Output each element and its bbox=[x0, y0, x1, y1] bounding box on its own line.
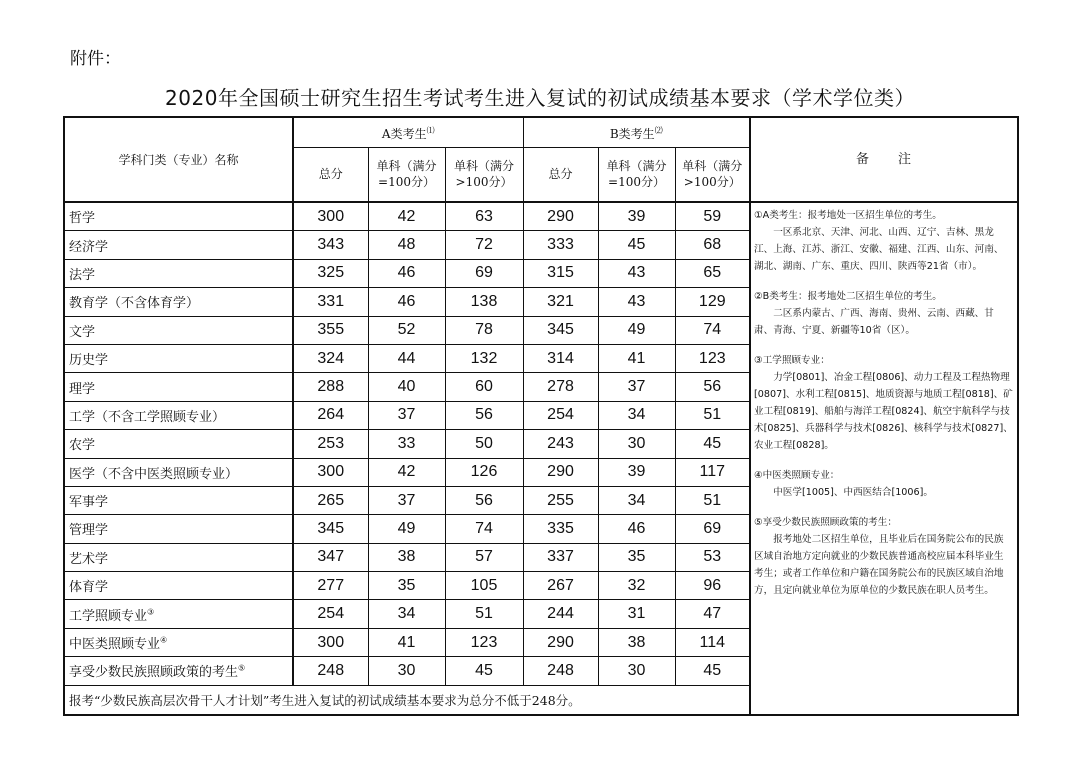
score-cell-b-sgt: 74 bbox=[675, 316, 750, 344]
note-heading: ④中医类照顾专业： bbox=[754, 470, 840, 481]
score-table bbox=[63, 116, 1019, 716]
score-cell-b-sgt: 96 bbox=[675, 572, 750, 600]
note-3 bbox=[754, 352, 1013, 454]
score-cell-a-total: 264 bbox=[293, 401, 368, 429]
subject-name-text: 体育学 bbox=[69, 580, 109, 596]
score-cell-b-total: 335 bbox=[523, 515, 598, 543]
subject-name bbox=[64, 600, 293, 628]
table-row bbox=[64, 202, 1018, 231]
subject-name-text: 管理学 bbox=[69, 523, 109, 539]
score-cell-b-sgt: 114 bbox=[675, 628, 750, 656]
score-cell-b-sgt: 56 bbox=[675, 373, 750, 401]
subject-name-text: 历史学 bbox=[69, 353, 109, 369]
score-cell-b-s100: 34 bbox=[598, 486, 675, 514]
score-cell-a-s100: 42 bbox=[368, 202, 445, 231]
score-cell-a-total: 345 bbox=[293, 515, 368, 543]
note-body: 二区系内蒙古、广西、海南、贵州、云南、西藏、甘肃、青海、宁夏、新疆等10省（区）。 bbox=[754, 308, 994, 336]
subject-name bbox=[64, 458, 293, 486]
footnote-mark: ⑤ bbox=[238, 664, 246, 674]
score-cell-a-total: 325 bbox=[293, 259, 368, 287]
score-cell-a-s100: 46 bbox=[368, 259, 445, 287]
score-cell-a-s100: 46 bbox=[368, 288, 445, 316]
b-singlegt100-header: 单科（满分>100分） bbox=[675, 147, 750, 202]
subject-name bbox=[64, 373, 293, 401]
score-cell-b-sgt: 59 bbox=[675, 202, 750, 231]
score-cell-a-s100: 49 bbox=[368, 515, 445, 543]
score-cell-b-s100: 39 bbox=[598, 202, 675, 231]
subject-name bbox=[64, 543, 293, 571]
score-cell-b-total: 345 bbox=[523, 316, 598, 344]
score-cell-b-sgt: 123 bbox=[675, 344, 750, 372]
score-cell-b-sgt: 129 bbox=[675, 288, 750, 316]
score-cell-a-sgt: 60 bbox=[445, 373, 523, 401]
subject-name-text: 文学 bbox=[69, 324, 96, 340]
subject-name-text: 哲学 bbox=[69, 211, 96, 227]
score-cell-a-sgt: 132 bbox=[445, 344, 523, 372]
note-4 bbox=[754, 467, 1013, 501]
score-cell-a-s100: 44 bbox=[368, 344, 445, 372]
subject-name bbox=[64, 344, 293, 372]
subject-name bbox=[64, 628, 293, 656]
group-b-label: B类考生 bbox=[609, 126, 655, 141]
notes-header: 备 注 bbox=[750, 117, 1018, 202]
note-1 bbox=[754, 207, 1013, 275]
score-cell-b-sgt: 51 bbox=[675, 401, 750, 429]
score-cell-b-sgt: 69 bbox=[675, 515, 750, 543]
subject-name-text: 教育学（不含体育学） bbox=[69, 296, 200, 312]
score-cell-a-sgt: 123 bbox=[445, 628, 523, 656]
score-cell-a-total: 277 bbox=[293, 572, 368, 600]
note-heading: ⑤享受少数民族照顾政策的考生： bbox=[754, 517, 897, 528]
score-cell-b-s100: 34 bbox=[598, 401, 675, 429]
score-cell-b-s100: 43 bbox=[598, 259, 675, 287]
score-cell-b-total: 290 bbox=[523, 202, 598, 231]
score-cell-a-s100: 34 bbox=[368, 600, 445, 628]
score-cell-a-s100: 38 bbox=[368, 543, 445, 571]
subject-name-text: 法学 bbox=[69, 267, 96, 283]
score-cell-b-s100: 41 bbox=[598, 344, 675, 372]
subject-name bbox=[64, 657, 293, 685]
score-cell-b-total: 290 bbox=[523, 458, 598, 486]
subject-name bbox=[64, 515, 293, 543]
score-cell-a-total: 254 bbox=[293, 600, 368, 628]
score-cell-b-total: 315 bbox=[523, 259, 598, 287]
group-a-label: A类考生 bbox=[381, 126, 427, 141]
subject-name bbox=[64, 486, 293, 514]
score-cell-a-sgt: 51 bbox=[445, 600, 523, 628]
subject-name-text: 医学（不含中医类照顾专业） bbox=[69, 466, 239, 482]
score-cell-b-s100: 30 bbox=[598, 657, 675, 685]
subject-name bbox=[64, 401, 293, 429]
score-cell-b-total: 333 bbox=[523, 231, 598, 259]
score-cell-a-sgt: 57 bbox=[445, 543, 523, 571]
group-a-mark: ⑴ bbox=[426, 125, 435, 135]
score-cell-a-sgt: 45 bbox=[445, 657, 523, 685]
score-cell-b-total: 337 bbox=[523, 543, 598, 571]
note-body: 报考地处二区招生单位，且毕业后在国务院公布的民族区域自治地方定向就业的少数民族普通高校应届本科毕业生考生；或者工作单位和户籍在国务院公布的民族区域自治地方，且定向就业单位为原单位的少数民族在职人员考生。 bbox=[754, 534, 1004, 596]
score-cell-a-sgt: 105 bbox=[445, 572, 523, 600]
score-cell-a-s100: 35 bbox=[368, 572, 445, 600]
score-cell-b-total: 248 bbox=[523, 657, 598, 685]
score-cell-a-total: 331 bbox=[293, 288, 368, 316]
score-cell-b-total: 290 bbox=[523, 628, 598, 656]
a-total-header: 总分 bbox=[293, 147, 368, 202]
score-cell-b-s100: 46 bbox=[598, 515, 675, 543]
score-cell-b-sgt: 45 bbox=[675, 657, 750, 685]
note-heading: ①A类考生：报考地处一区招生单位的考生。 bbox=[754, 210, 942, 221]
score-cell-a-sgt: 78 bbox=[445, 316, 523, 344]
note-body: 力学[0801]、冶金工程[0806]、动力工程及工程热物理[0807]、水利工程[0815]、地质资源与地质工程[0818]、矿业工程[0819]、船舶与海洋工程[0824]、航空宇航科学与技术[0825]、兵器科学与技术[0826]、核科学与技术[0827]、农业工程[0828]。 bbox=[754, 372, 1013, 451]
footer-note: 报考“少数民族高层次骨干人才计划”考生进入复试的初试成绩基本要求为总分不低于248分。 bbox=[64, 685, 750, 715]
score-cell-a-total: 300 bbox=[293, 458, 368, 486]
notes-cell bbox=[750, 202, 1018, 715]
group-a-header bbox=[293, 117, 523, 147]
score-cell-b-sgt: 47 bbox=[675, 600, 750, 628]
score-cell-b-sgt: 51 bbox=[675, 486, 750, 514]
score-cell-b-s100: 31 bbox=[598, 600, 675, 628]
score-cell-b-s100: 45 bbox=[598, 231, 675, 259]
score-cell-a-total: 300 bbox=[293, 628, 368, 656]
score-cell-b-sgt: 65 bbox=[675, 259, 750, 287]
footnote-mark: ③ bbox=[147, 607, 155, 617]
note-heading: ③工学照顾专业： bbox=[754, 355, 830, 366]
score-cell-b-s100: 30 bbox=[598, 430, 675, 458]
subject-name-text: 经济学 bbox=[69, 239, 109, 255]
score-cell-b-sgt: 45 bbox=[675, 430, 750, 458]
score-cell-a-sgt: 138 bbox=[445, 288, 523, 316]
score-cell-a-s100: 42 bbox=[368, 458, 445, 486]
attachment-label: 附件： bbox=[70, 49, 121, 69]
subject-name-text: 军事学 bbox=[69, 495, 109, 511]
group-b-header bbox=[523, 117, 750, 147]
score-cell-b-s100: 35 bbox=[598, 543, 675, 571]
subject-name-text: 理学 bbox=[69, 381, 96, 397]
score-cell-a-total: 347 bbox=[293, 543, 368, 571]
score-cell-a-sgt: 63 bbox=[445, 202, 523, 231]
score-cell-b-total: 255 bbox=[523, 486, 598, 514]
score-cell-b-s100: 39 bbox=[598, 458, 675, 486]
score-cell-a-sgt: 72 bbox=[445, 231, 523, 259]
score-cell-a-s100: 33 bbox=[368, 430, 445, 458]
score-cell-a-total: 355 bbox=[293, 316, 368, 344]
subject-name bbox=[64, 572, 293, 600]
score-cell-a-total: 343 bbox=[293, 231, 368, 259]
note-body: 一区系北京、天津、河北、山西、辽宁、吉林、黑龙江、上海、江苏、浙江、安徽、福建、江西、山东、河南、湖北、湖南、广东、重庆、四川、陕西等21省（市）。 bbox=[754, 227, 1004, 272]
score-cell-a-s100: 30 bbox=[368, 657, 445, 685]
score-cell-a-sgt: 126 bbox=[445, 458, 523, 486]
subject-name-text: 中医类照顾专业 bbox=[69, 637, 161, 653]
note-body: 中医学[1005]、中西医结合[1006]。 bbox=[773, 487, 933, 498]
score-cell-b-s100: 37 bbox=[598, 373, 675, 401]
document-title: 2020年全国硕士研究生招生考试考生进入复试的初试成绩基本要求（学术学位类） bbox=[165, 86, 915, 110]
score-cell-a-total: 300 bbox=[293, 202, 368, 231]
subject-name-text: 艺术学 bbox=[69, 551, 109, 567]
group-b-mark: ⑵ bbox=[654, 125, 663, 135]
subject-name-text: 工学照顾专业 bbox=[69, 608, 148, 624]
score-cell-a-sgt: 69 bbox=[445, 259, 523, 287]
score-cell-a-total: 253 bbox=[293, 430, 368, 458]
subject-name bbox=[64, 202, 293, 231]
score-cell-b-total: 243 bbox=[523, 430, 598, 458]
score-cell-b-s100: 32 bbox=[598, 572, 675, 600]
subject-name bbox=[64, 430, 293, 458]
score-cell-a-total: 265 bbox=[293, 486, 368, 514]
subject-name-text: 工学（不含工学照顾专业） bbox=[69, 409, 226, 425]
score-cell-a-s100: 41 bbox=[368, 628, 445, 656]
score-cell-b-total: 267 bbox=[523, 572, 598, 600]
score-cell-a-total: 248 bbox=[293, 657, 368, 685]
subject-name bbox=[64, 288, 293, 316]
subject-name-text: 享受少数民族照顾政策的考生 bbox=[69, 665, 239, 681]
note-2 bbox=[754, 288, 1013, 339]
score-cell-b-sgt: 117 bbox=[675, 458, 750, 486]
footnote-mark: ④ bbox=[160, 635, 168, 645]
score-cell-a-sgt: 56 bbox=[445, 401, 523, 429]
score-cell-a-s100: 52 bbox=[368, 316, 445, 344]
score-cell-b-s100: 43 bbox=[598, 288, 675, 316]
b-total-header: 总分 bbox=[523, 147, 598, 202]
score-cell-b-s100: 49 bbox=[598, 316, 675, 344]
b-single100-header: 单科（满分=100分） bbox=[598, 147, 675, 202]
score-cell-a-s100: 48 bbox=[368, 231, 445, 259]
score-cell-a-s100: 40 bbox=[368, 373, 445, 401]
subject-header: 学科门类（专业）名称 bbox=[64, 117, 293, 202]
score-cell-a-s100: 37 bbox=[368, 401, 445, 429]
subject-name bbox=[64, 259, 293, 287]
note-heading: ②B类考生：报考地处二区招生单位的考生。 bbox=[754, 291, 942, 302]
note-5 bbox=[754, 514, 1013, 599]
score-cell-b-sgt: 53 bbox=[675, 543, 750, 571]
score-cell-a-total: 288 bbox=[293, 373, 368, 401]
score-cell-b-total: 278 bbox=[523, 373, 598, 401]
score-cell-a-total: 324 bbox=[293, 344, 368, 372]
subject-name-text: 农学 bbox=[69, 438, 96, 454]
score-cell-b-total: 254 bbox=[523, 401, 598, 429]
score-cell-a-s100: 37 bbox=[368, 486, 445, 514]
score-cell-b-total: 314 bbox=[523, 344, 598, 372]
score-cell-a-sgt: 50 bbox=[445, 430, 523, 458]
subject-name bbox=[64, 231, 293, 259]
a-single100-header: 单科（满分=100分） bbox=[368, 147, 445, 202]
a-singlegt100-header: 单科（满分>100分） bbox=[445, 147, 523, 202]
score-cell-b-total: 321 bbox=[523, 288, 598, 316]
score-cell-b-total: 244 bbox=[523, 600, 598, 628]
score-cell-b-sgt: 68 bbox=[675, 231, 750, 259]
score-cell-a-sgt: 74 bbox=[445, 515, 523, 543]
score-cell-a-sgt: 56 bbox=[445, 486, 523, 514]
score-cell-b-s100: 38 bbox=[598, 628, 675, 656]
subject-name bbox=[64, 316, 293, 344]
